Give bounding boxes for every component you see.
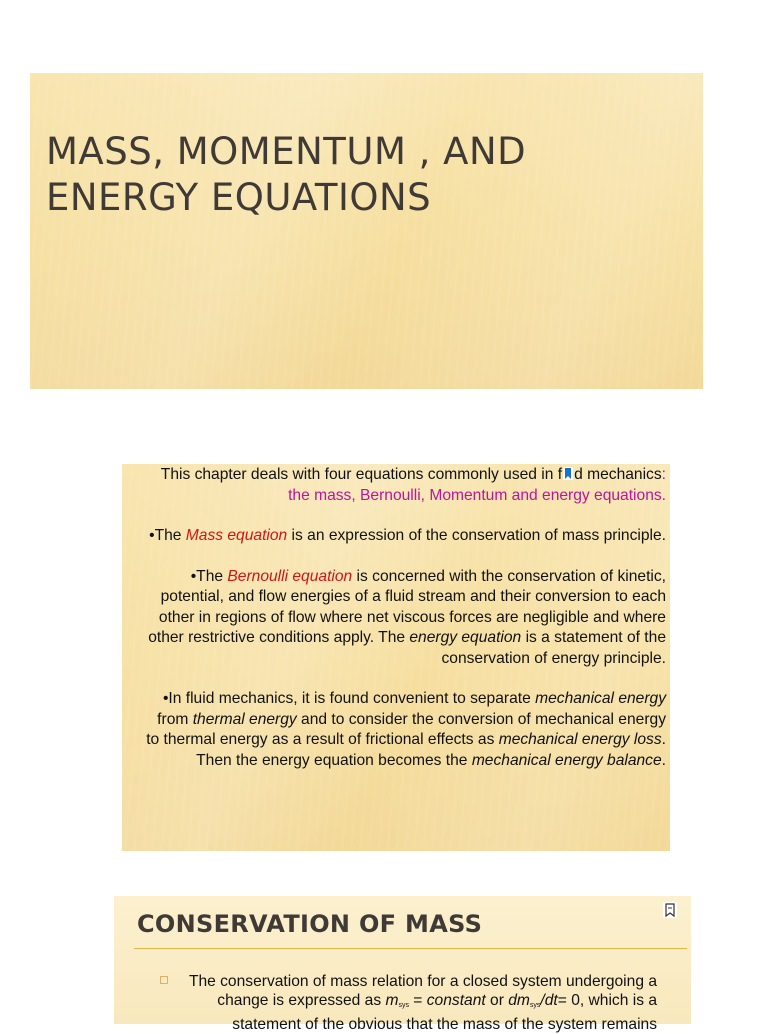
intro-text-b: d mechanics bbox=[574, 466, 662, 483]
dm-symbol: dm bbox=[508, 992, 530, 1009]
bernoulli-paragraph bbox=[142, 567, 666, 670]
bookmark-icon[interactable] bbox=[563, 466, 573, 479]
energy-equation-term: energy equation bbox=[409, 629, 522, 646]
bullet-marker bbox=[160, 976, 168, 984]
mechanical-energy-loss-term: mechanical energy loss bbox=[498, 731, 662, 748]
mech-text-e: . bbox=[661, 751, 666, 769]
mass-equation-text: is an expression of the conservation of mass principle. bbox=[287, 527, 666, 544]
slide-title: CONSERVATION OF MASS bbox=[137, 910, 483, 938]
mech-text-a: •In fluid mechanics, it is found convenient to separate bbox=[162, 690, 536, 707]
title-divider bbox=[134, 948, 687, 949]
bullet-lead: •The bbox=[190, 567, 228, 585]
mechanical-energy-balance-term: mechanical energy balance bbox=[471, 751, 662, 769]
intro-paragraph bbox=[142, 465, 666, 506]
bernoulli-term: Bernoulli equation bbox=[227, 567, 353, 585]
equals: = bbox=[408, 992, 427, 1009]
m-symbol: m bbox=[385, 992, 399, 1009]
title-slide bbox=[30, 73, 703, 389]
bullet-lead: •The bbox=[149, 527, 186, 544]
mech-text-b: from bbox=[157, 710, 193, 728]
mass-equation-term: Mass equation bbox=[185, 527, 288, 544]
mechanical-energy-term: mechanical energy bbox=[535, 690, 666, 707]
or-text: or bbox=[485, 992, 509, 1009]
mechanical-energy-paragraph bbox=[142, 689, 666, 771]
title-line-2: ENERGY EQUATIONS bbox=[46, 176, 432, 219]
conservation-text-b: = 0, which is a statement of the obvious that the mass of the system remains bbox=[232, 992, 657, 1033]
bernoulli-text: is concerned with the conservation of kinetic, potential, and flow energies of a fluid stream and their conversion to each other in regions of flow where net viscous forces are negligible and where other restrictive conditions apply. The bbox=[148, 567, 666, 646]
m-subscript: sys bbox=[398, 1002, 409, 1009]
conservation-text bbox=[170, 972, 657, 1034]
dm-subscript: sys bbox=[529, 1002, 541, 1009]
mech-text-c: and to consider the conversion of mechanical energy to thermal energy as a result of frictional effects as bbox=[146, 710, 666, 748]
dt-symbol: /dt bbox=[540, 992, 558, 1009]
conservation-text-a: The conservation of mass relation for a closed system undergoing a change is expressed as bbox=[188, 973, 657, 1009]
conservation-of-mass-slide bbox=[114, 896, 691, 1033]
intro-text bbox=[142, 465, 666, 791]
intro-text-a: This chapter deals with four equations commonly used in f bbox=[160, 466, 563, 483]
constant-term: constant bbox=[426, 992, 486, 1009]
slide-title bbox=[46, 129, 526, 221]
intro-slide bbox=[122, 464, 670, 851]
mech-text-d: . Then the energy equation becomes the bbox=[196, 731, 666, 769]
intro-highlight: the mass, Bernoulli, Momentum and energy equations. bbox=[288, 486, 666, 504]
title-line-1: MASS, MOMENTUM , AND bbox=[46, 130, 527, 173]
bookmark-outline-icon[interactable] bbox=[663, 902, 677, 918]
energy-equation-text: is a statement of the conservation of energy principle. bbox=[441, 629, 666, 667]
intro-colon: : bbox=[661, 466, 666, 483]
mass-equation-paragraph bbox=[142, 526, 666, 547]
thermal-energy-term: thermal energy bbox=[192, 710, 297, 728]
